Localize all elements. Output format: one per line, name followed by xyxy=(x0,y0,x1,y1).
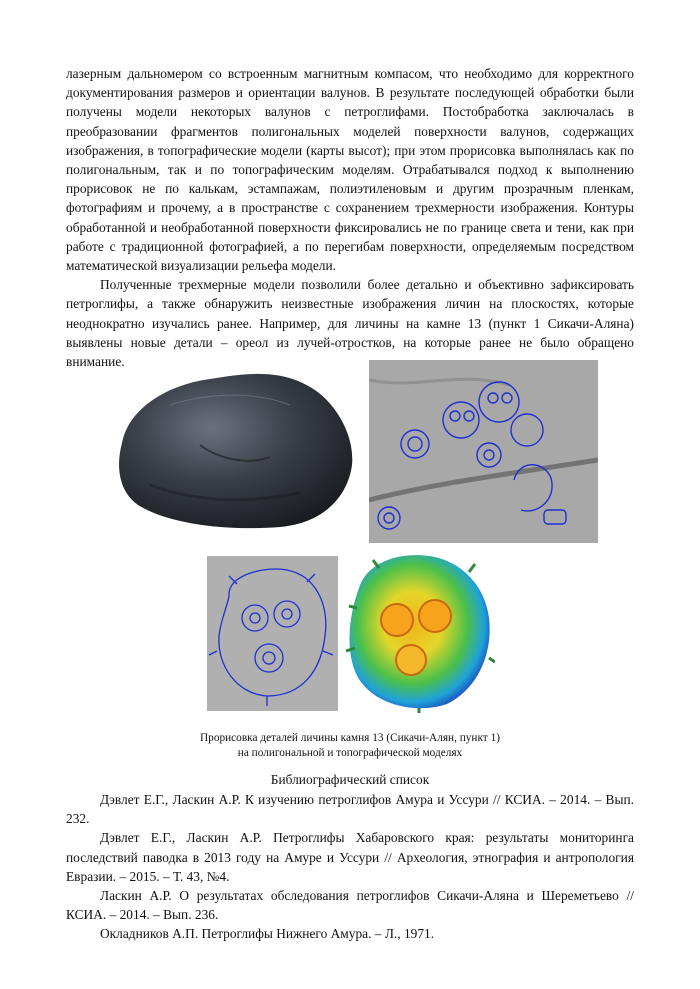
stone-3d-model-image xyxy=(110,365,360,535)
reference-item: Дэвлет Е.Г., Ласкин А.Р. К изучению петроглифов Амура и Уссури // КСИА. – 2014. – Вып. 232. xyxy=(66,792,634,827)
caption-line-1: Прорисовка деталей личины камня 13 (Сикачи-Алян, пункт 1) xyxy=(200,732,500,744)
references-list xyxy=(66,790,634,944)
face-tracing-image xyxy=(207,556,338,711)
references-title: Библиографический список xyxy=(270,772,430,787)
polygonal-model-tracing-image xyxy=(369,360,598,543)
reference-item: Ласкин А.Р. О результатах обследования петроглифов Сикачи-Аляна и Шереметьево // КСИА. – 2014. – Вып. 236. xyxy=(66,888,634,923)
topographic-model-image xyxy=(339,548,495,713)
body-text xyxy=(66,64,634,371)
reference-item: Окладников А.П. Петроглифы Нижнего Амура. – Л., 1971. xyxy=(100,926,435,942)
reference-item: Дэвлет Е.Г., Ласкин А.Р. Петроглифы Хабаровского края: результаты мониторинга последствий паводка в 2013 году на Амуре и Уссури // Археология, этнография и антропология Евразии. – 2015. – Т. 43, №4. xyxy=(66,830,634,884)
paragraph-1: лазерным дальномером со встроенным магнитным компасом, что необходимо для корректного документирования размеров и ориентации валунов. В результате последующей обработки были получены модели некоторых валунов с петроглифами. Постобработка заключалась в преобразовании фрагментов полигональных моделей поверхности валунов, содержащих изображения, в топографические модели (карты высот); при этом прорисовка выполнялась как по полигональным, так и по топографическим моделям. Отрабатывался подход к выполнению прорисовок не по калькам, эстампажам, полиэтиленовым и другим прозрачным пленкам, фотографиям и прочему, а в пространстве с сохранением трехмерности изображения. Контуры обработанной и необработанной поверхности фиксировались не по границе света и тени, как при работе с традиционной фотографией, а по перегибам поверхности, определяемым посредством математической визуализации рельефа модели. xyxy=(66,66,634,274)
paragraph-2: Полученные трехмерные модели позволили более детально и объективно зафиксировать петроглифы, а также обнаружить неизвестные изображения личин на плоскостях, которые неоднократно изучались ранее. Например, для личины на камне 13 (пункт 1 Сикачи-Аляна) выявлены новые детали – ореол из лучей-отростков, на которые ранее не было обращено внимание. xyxy=(66,277,634,370)
figure-caption xyxy=(66,731,634,761)
caption-line-2: на полигональной и топографической моделях xyxy=(237,747,463,759)
